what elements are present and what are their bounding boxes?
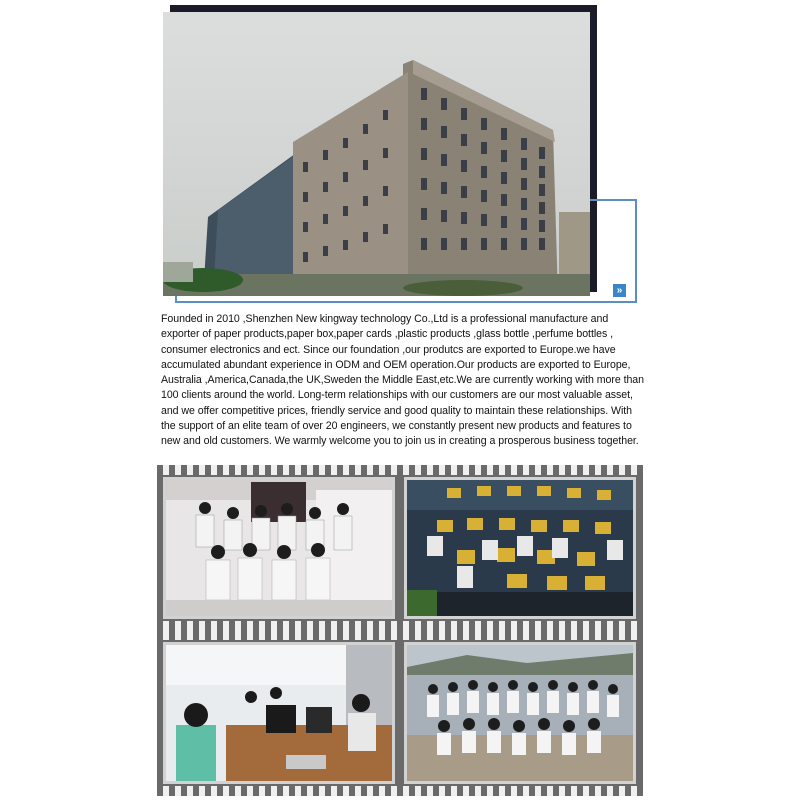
film-perforation	[157, 465, 643, 475]
photo-strip-top	[157, 465, 643, 631]
photo-strip-bottom	[157, 630, 643, 796]
office-staff-photo	[163, 642, 395, 784]
film-perforation	[157, 786, 643, 796]
team-group-photo	[163, 477, 395, 619]
award-ceremony-photo	[404, 477, 636, 619]
company-introduction-text: Founded in 2010 ,Shenzhen New kingway technology Co.,Ltd is a professional manufacture and exporter of paper products,paper box,paper cards ,plastic products ,glass bottle ,perfume bottles , consumer electronics and ect. Since our foundation ,our produtcs are exported to Europe.we have accumulated abundant experience in ODM and OEM operation.Our products are exported to Europe, Australia ,America,Canada,the UK,Sweden the Middle East,etc.We are currently working with more than 100 clients around the world. Long-term relationships with our customers are our most valuable asset, and we offer competitive prices, friendly service and good quality to maintain these relationships. With the support of an elite team of over 20 engineers, we constantly present new products and features to new and old customers. We warmly welcome you to join us in creating a prosperous business together.	[161, 313, 644, 448]
film-perforation	[157, 630, 643, 640]
double-chevron-right-icon[interactable]: »	[613, 284, 626, 297]
company-building-photo	[163, 12, 590, 296]
beach-team-photo	[404, 642, 636, 784]
